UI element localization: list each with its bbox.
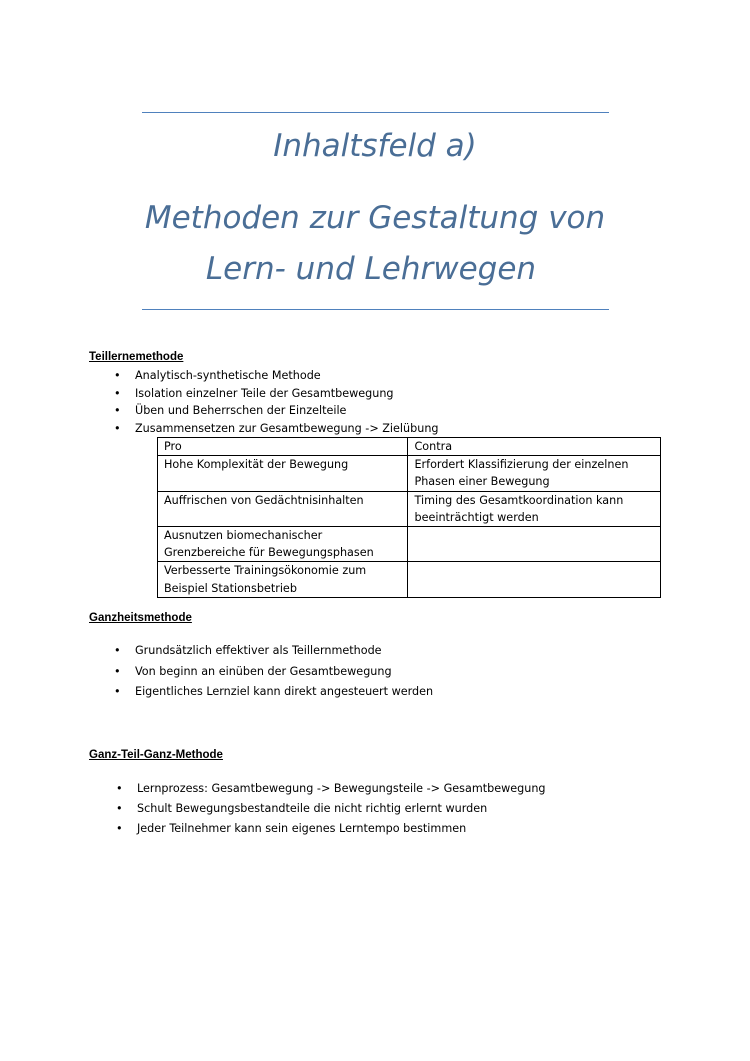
bullet-icon: • xyxy=(114,369,121,382)
section-heading-ganz-teil-ganz-methode: Ganz-Teil-Ganz-Methode xyxy=(89,749,223,761)
list-item-text: Eigentliches Lernziel kann direkt angesteuert werden xyxy=(135,685,434,699)
table-cell-contra xyxy=(408,562,661,597)
list-item-text: Schult Bewegungsbestandteile die nicht richtig erlernt wurden xyxy=(137,802,488,816)
bullet-icon: • xyxy=(114,404,121,418)
list-item xyxy=(116,799,546,819)
table-cell-pro: Ausnutzen biomechanischer Grenzbereiche für Bewegungsphasen xyxy=(158,527,408,562)
list-item-text: Grundsätzlich effektiver als Teillernmethode xyxy=(135,644,382,657)
list-item xyxy=(114,402,439,420)
table-cell-contra: Timing des Gesamtkoordination kann beeinträchtigt werden xyxy=(408,491,661,526)
list-item xyxy=(114,385,439,403)
list-item xyxy=(114,420,439,438)
table-cell-contra: Erfordert Klassifizierung der einzelnen Phasen einer Bewegung xyxy=(408,456,661,491)
title-top-rule xyxy=(142,112,609,113)
list-item xyxy=(114,641,433,662)
list-item-text: Von beginn an einüben der Gesamtbewegung xyxy=(135,664,392,678)
section-heading-teillernemethode: Teillernemethode xyxy=(89,351,184,363)
bullet-icon: • xyxy=(116,822,123,836)
ganzheitsmethode-list xyxy=(114,641,433,703)
list-item-text: Isolation einzelner Teile der Gesamtbewegung xyxy=(135,386,394,400)
table-cell-contra xyxy=(408,527,661,562)
table-cell-pro: Verbesserte Trainingsökonomie zum Beispiel Stationsbetrieb xyxy=(158,562,408,597)
table-row xyxy=(158,562,661,597)
table-header-contra: Contra xyxy=(408,438,661,456)
title-line-3: Lern- und Lehrwegen xyxy=(205,251,537,287)
table-row xyxy=(158,527,661,562)
list-item xyxy=(114,662,433,683)
section-heading-ganzheitsmethode: Ganzheitsmethode xyxy=(89,612,192,624)
list-item xyxy=(116,819,546,839)
list-item xyxy=(116,779,546,799)
bullet-icon: • xyxy=(116,802,123,816)
list-item xyxy=(114,682,433,703)
table-cell-pro: Hohe Komplexität der Bewegung xyxy=(158,456,408,491)
list-item-text: Analytisch-synthetische Methode xyxy=(135,369,321,382)
title-bottom-rule xyxy=(142,309,609,310)
list-item-text: Jeder Teilnehmer kann sein eigenes Lerntempo bestimmen xyxy=(137,822,467,836)
table-row xyxy=(158,491,661,526)
table-header-row xyxy=(158,438,661,456)
bullet-icon: • xyxy=(114,664,121,678)
title-line-1: Inhaltsfeld a) xyxy=(273,128,477,164)
bullet-icon: • xyxy=(114,644,121,657)
bullet-icon: • xyxy=(114,422,121,436)
list-item-text: Üben und Beherrschen der Einzelteile xyxy=(135,404,347,418)
list-item-text: Lernprozess: Gesamtbewegung -> Bewegungsteile -> Gesamtbewegung xyxy=(137,782,546,795)
table-row xyxy=(158,456,661,491)
bullet-icon: • xyxy=(114,685,121,699)
pro-contra-table xyxy=(157,437,661,598)
table-cell-pro: Auffrischen von Gedächtnisinhalten xyxy=(158,491,408,526)
teillernemethode-list xyxy=(114,367,439,438)
list-item-text: Zusammensetzen zur Gesamtbewegung -> Zielübung xyxy=(135,422,439,436)
table-header-pro: Pro xyxy=(158,438,408,456)
list-item xyxy=(114,367,439,385)
title-line-2: Methoden zur Gestaltung von xyxy=(144,200,606,236)
bullet-icon: • xyxy=(114,386,121,400)
bullet-icon: • xyxy=(116,782,123,795)
ganz-teil-ganz-list xyxy=(116,779,546,840)
